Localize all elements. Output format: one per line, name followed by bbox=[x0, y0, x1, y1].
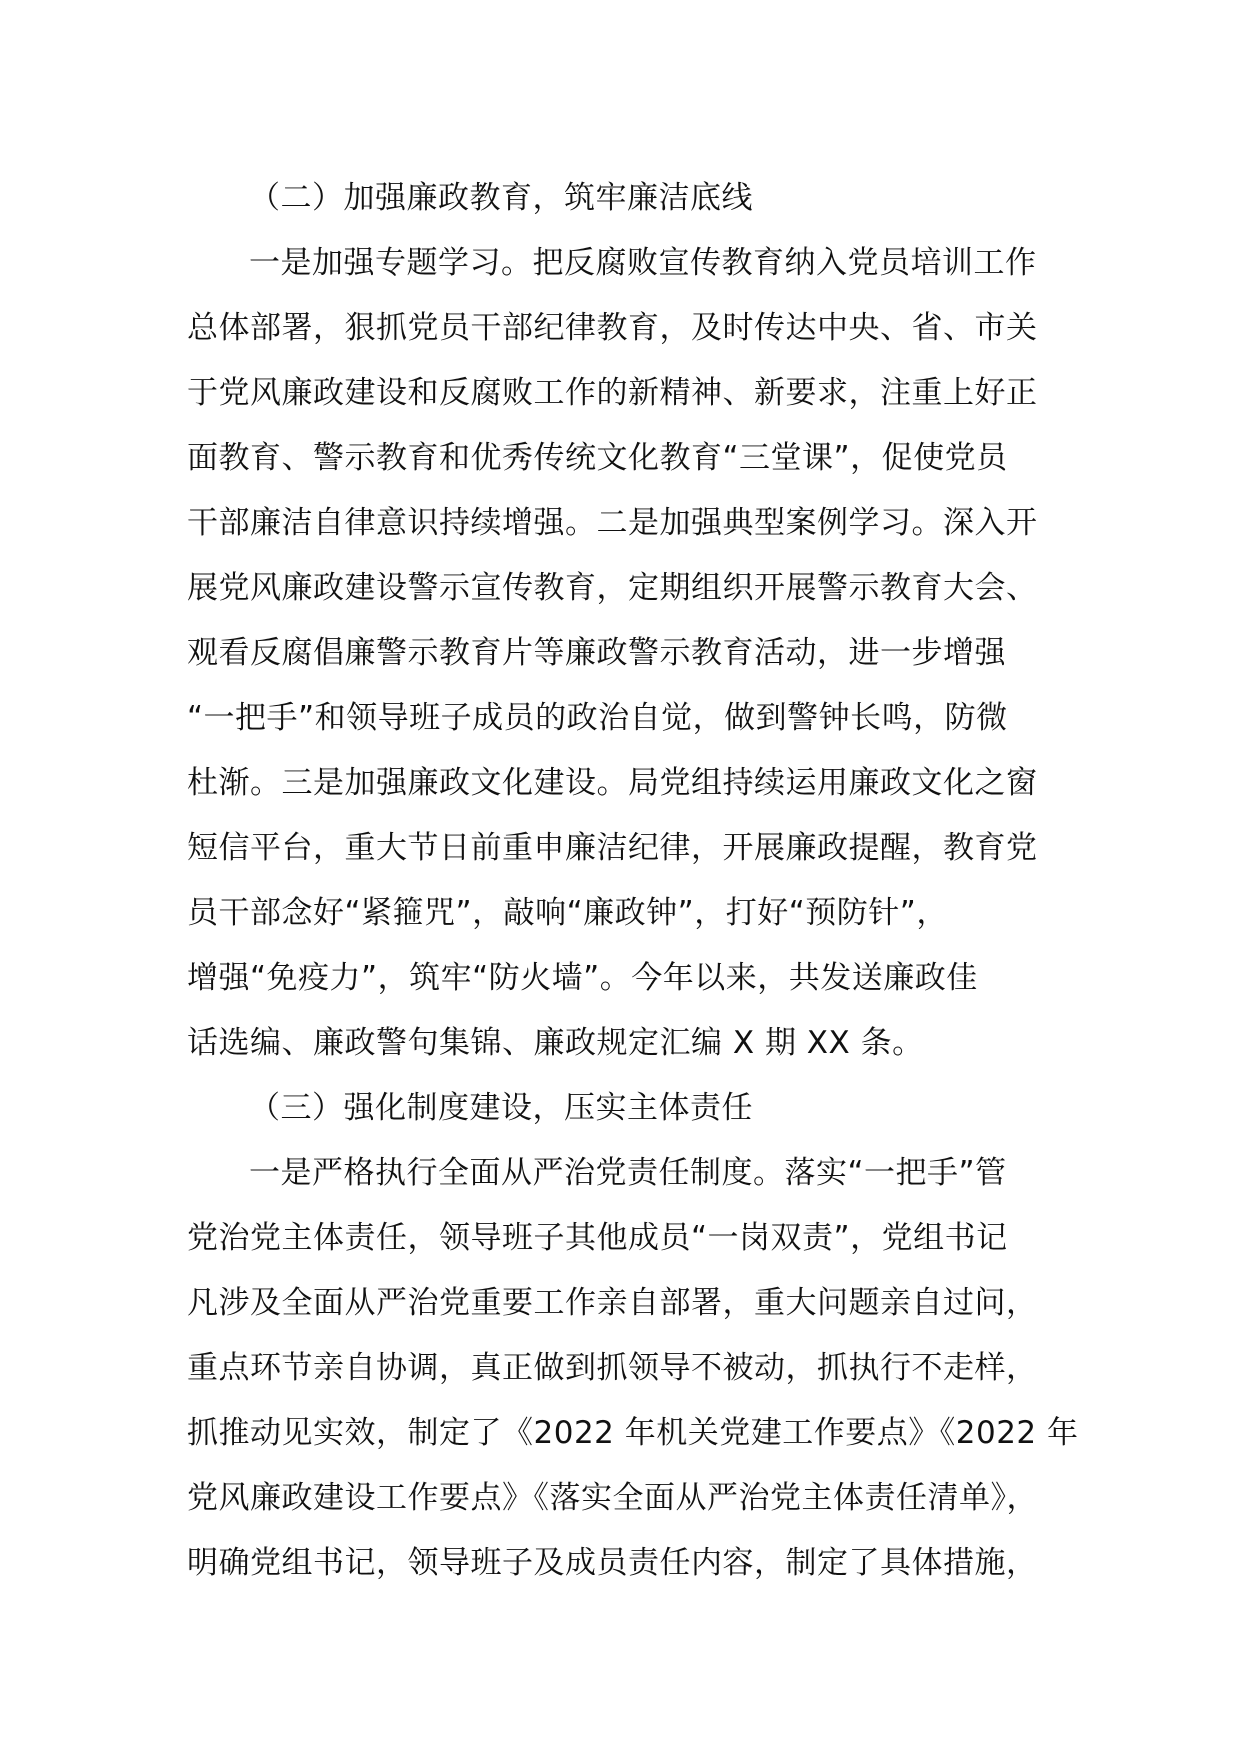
paragraph-line: 党治党主体责任，领导班子其他成员“一岗双责”，党组书记 bbox=[187, 1220, 1008, 1256]
paragraph-line: 凡涉及全面从严治党重要工作亲自部署，重大问题亲自过问， bbox=[187, 1285, 1038, 1321]
paragraph-line: 面教育、警示教育和优秀传统文化教育“三堂课”，促使党员 bbox=[187, 440, 1008, 476]
section-heading-3: （三）强化制度建设，压实主体责任 bbox=[249, 1090, 753, 1126]
paragraph-line: 一是严格执行全面从严治党责任制度。落实“一把手”管 bbox=[249, 1155, 1007, 1191]
paragraph-line: “一把手”和领导班子成员的政治自觉，做到警钟长鸣，防微 bbox=[187, 700, 1008, 736]
paragraph-line: 增强“免疫力”，筑牢“防火墙”。今年以来，共发送廉政佳 bbox=[187, 960, 978, 996]
paragraph-line: 杜渐。三是加强廉政文化建设。局党组持续运用廉政文化之窗 bbox=[187, 765, 1038, 801]
paragraph-line: 抓推动见实效，制定了《2022 年机关党建工作要点》《2022 年 bbox=[187, 1415, 1079, 1451]
paragraph-line: 一是加强专题学习。把反腐败宣传教育纳入党员培训工作 bbox=[249, 245, 1037, 281]
paragraph-line: 展党风廉政建设警示宣传教育，定期组织开展警示教育大会、 bbox=[187, 570, 1038, 606]
section-heading-2: （二）加强廉政教育，筑牢廉洁底线 bbox=[249, 180, 753, 216]
document-body bbox=[187, 166, 1079, 1596]
paragraph-line: 总体部署，狠抓党员干部纪律教育，及时传达中央、省、市关 bbox=[187, 310, 1038, 346]
paragraph-line: 员干部念好“紧箍咒”，敲响“廉政钟”，打好“预防针”， bbox=[187, 895, 948, 931]
paragraph-line: 党风廉政建设工作要点》《落实全面从严治党主体责任清单》， bbox=[187, 1480, 1038, 1516]
paragraph-line: 于党风廉政建设和反腐败工作的新精神、新要求，注重上好正 bbox=[187, 375, 1038, 411]
paragraph-line: 重点环节亲自协调，真正做到抓领导不被动，抓执行不走样， bbox=[187, 1350, 1038, 1386]
paragraph-line: 短信平台，重大节日前重申廉洁纪律，开展廉政提醒，教育党 bbox=[187, 830, 1038, 866]
paragraph-line: 干部廉洁自律意识持续增强。二是加强典型案例学习。深入开 bbox=[187, 505, 1038, 541]
paragraph-line: 观看反腐倡廉警示教育片等廉政警示教育活动，进一步增强 bbox=[187, 635, 1006, 671]
paragraph-line: 明确党组书记，领导班子及成员责任内容，制定了具体措施， bbox=[187, 1545, 1038, 1581]
paragraph-line: 话选编、廉政警句集锦、廉政规定汇编 X 期 XX 条。 bbox=[187, 1025, 924, 1061]
